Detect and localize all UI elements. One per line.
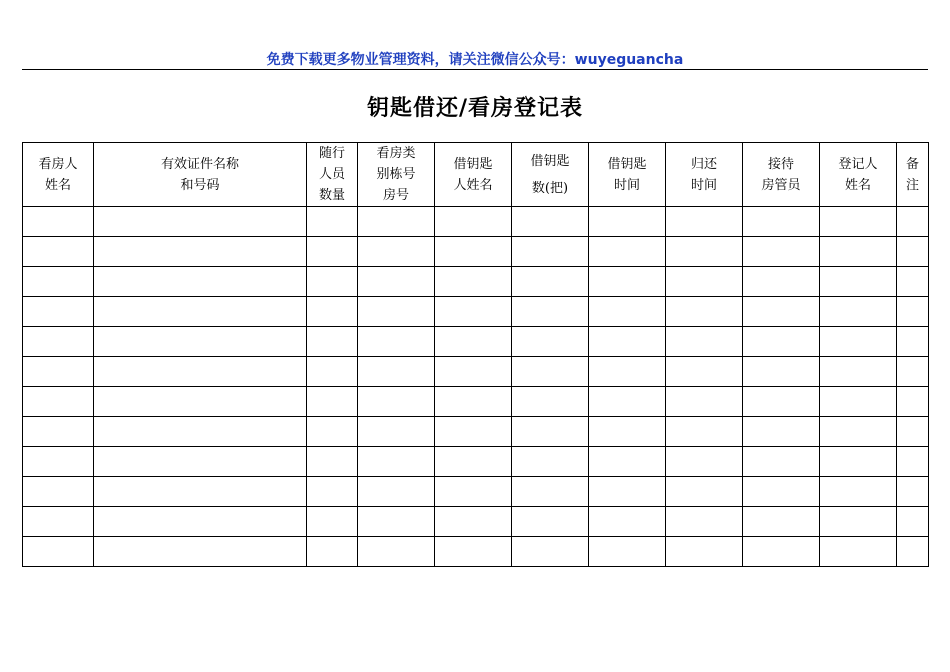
table-cell-id-doc: [94, 237, 307, 267]
table-cell-key-count: [512, 297, 589, 327]
header-line: 借钥匙: [530, 153, 570, 169]
header-line: 有效证件名称: [160, 156, 239, 172]
table-cell-borrow-time: [589, 357, 666, 387]
header-line: 归还: [690, 156, 717, 172]
header-line: 数量: [318, 188, 345, 203]
header-line: 房管员: [761, 177, 801, 193]
header-line: 时间: [690, 177, 717, 193]
table-cell-companions: [307, 207, 358, 237]
header-line: 别栋号: [376, 167, 416, 182]
table-cell-key-count: [512, 207, 589, 237]
header-line: 随行: [318, 146, 345, 161]
table-cell-key-count: [512, 327, 589, 357]
column-header-remarks: [897, 143, 929, 207]
table-cell-borrow-time: [589, 267, 666, 297]
table-cell-remarks: [897, 507, 929, 537]
table-cell-house-type: [358, 237, 435, 267]
table-cell-receiving-manager: [743, 357, 820, 387]
table-cell-borrow-time: [589, 297, 666, 327]
column-header-borrow-time: [589, 143, 666, 207]
table-cell-companions: [307, 507, 358, 537]
table-cell-key-count: [512, 387, 589, 417]
table-cell-receiving-manager: [743, 327, 820, 357]
table-cell-house-type: [358, 357, 435, 387]
table-cell-id-doc: [94, 357, 307, 387]
table-row: [23, 417, 929, 447]
table-cell-house-type: [358, 207, 435, 237]
table-cell-remarks: [897, 477, 929, 507]
table-cell-viewer-name: [23, 237, 94, 267]
table-cell-viewer-name: [23, 537, 94, 567]
table-cell-registrar-name: [820, 507, 897, 537]
table-cell-borrow-time: [589, 417, 666, 447]
table-cell-receiving-manager: [743, 267, 820, 297]
table-cell-house-type: [358, 477, 435, 507]
table-cell-companions: [307, 387, 358, 417]
table-cell-borrower-name: [435, 537, 512, 567]
table-cell-registrar-name: [820, 477, 897, 507]
header-line: 人员: [318, 167, 345, 182]
column-header-house-type: [358, 143, 435, 207]
table-cell-companions: [307, 417, 358, 447]
table-cell-id-doc: [94, 447, 307, 477]
table-cell-borrow-time: [589, 327, 666, 357]
table-cell-receiving-manager: [743, 537, 820, 567]
table-cell-remarks: [897, 207, 929, 237]
table-cell-id-doc: [94, 387, 307, 417]
table-cell-borrower-name: [435, 237, 512, 267]
header-banner: 免费下载更多物业管理资料，请关注微信公众号：wuyeguancha: [266, 52, 684, 68]
table-cell-key-count: [512, 267, 589, 297]
table-cell-viewer-name: [23, 327, 94, 357]
table-cell-key-count: [512, 357, 589, 387]
table-cell-receiving-manager: [743, 207, 820, 237]
header-line: 姓名: [44, 177, 71, 193]
column-header-return-time: [666, 143, 743, 207]
table-cell-return-time: [666, 327, 743, 357]
table-cell-companions: [307, 327, 358, 357]
table-cell-id-doc: [94, 327, 307, 357]
table-cell-borrower-name: [435, 507, 512, 537]
header-line: 房号: [382, 188, 409, 203]
table-header-row: [23, 143, 929, 207]
table-cell-viewer-name: [23, 417, 94, 447]
table-cell-receiving-manager: [743, 477, 820, 507]
table-cell-remarks: [897, 537, 929, 567]
table-cell-borrower-name: [435, 267, 512, 297]
table-cell-companions: [307, 537, 358, 567]
table-cell-borrow-time: [589, 507, 666, 537]
header-line: 注: [905, 177, 919, 193]
header-line: 时间: [613, 177, 640, 193]
table-cell-id-doc: [94, 537, 307, 567]
table-cell-remarks: [897, 387, 929, 417]
table-cell-companions: [307, 357, 358, 387]
table-cell-id-doc: [94, 417, 307, 447]
table-cell-key-count: [512, 417, 589, 447]
table-cell-borrow-time: [589, 207, 666, 237]
column-header-key-count: [512, 143, 589, 207]
table-row: [23, 477, 929, 507]
table-cell-registrar-name: [820, 207, 897, 237]
table-cell-registrar-name: [820, 327, 897, 357]
table-cell-house-type: [358, 297, 435, 327]
table-cell-viewer-name: [23, 207, 94, 237]
header-line: 姓名: [844, 177, 871, 193]
table-cell-registrar-name: [820, 387, 897, 417]
document-title: 钥匙借还/看房登记表: [366, 96, 584, 121]
table-row: [23, 327, 929, 357]
table-cell-viewer-name: [23, 387, 94, 417]
table-row: [23, 507, 929, 537]
table-cell-companions: [307, 267, 358, 297]
table-cell-borrower-name: [435, 477, 512, 507]
table-cell-house-type: [358, 387, 435, 417]
table-cell-receiving-manager: [743, 297, 820, 327]
table-cell-companions: [307, 297, 358, 327]
header-line: 借钥匙: [607, 156, 647, 172]
table-cell-borrow-time: [589, 237, 666, 267]
table-body: [23, 207, 929, 567]
header-line: 数(把): [531, 180, 569, 196]
table-cell-remarks: [897, 267, 929, 297]
table-cell-key-count: [512, 237, 589, 267]
column-header-borrower-name: [435, 143, 512, 207]
table-cell-return-time: [666, 507, 743, 537]
table-cell-key-count: [512, 477, 589, 507]
table-row: [23, 297, 929, 327]
table-cell-id-doc: [94, 477, 307, 507]
table-cell-borrower-name: [435, 357, 512, 387]
header-line: 备: [905, 156, 919, 172]
table-cell-borrower-name: [435, 327, 512, 357]
table-cell-borrower-name: [435, 387, 512, 417]
table-cell-return-time: [666, 537, 743, 567]
table-cell-registrar-name: [820, 237, 897, 267]
table-cell-house-type: [358, 327, 435, 357]
table-cell-companions: [307, 477, 358, 507]
table-cell-remarks: [897, 327, 929, 357]
table-cell-return-time: [666, 357, 743, 387]
table-cell-return-time: [666, 447, 743, 477]
table-cell-key-count: [512, 537, 589, 567]
column-header-id-doc: [94, 143, 307, 207]
table-cell-companions: [307, 237, 358, 267]
table-cell-receiving-manager: [743, 507, 820, 537]
column-header-registrar-name: [820, 143, 897, 207]
table-cell-house-type: [358, 507, 435, 537]
table-row: [23, 267, 929, 297]
table-row: [23, 207, 929, 237]
table-cell-borrower-name: [435, 447, 512, 477]
table-cell-borrower-name: [435, 297, 512, 327]
table-cell-remarks: [897, 237, 929, 267]
table-cell-return-time: [666, 297, 743, 327]
table-cell-id-doc: [94, 297, 307, 327]
table-cell-return-time: [666, 387, 743, 417]
table-cell-viewer-name: [23, 447, 94, 477]
table-cell-borrower-name: [435, 417, 512, 447]
header-line: 接待: [767, 156, 794, 172]
table-cell-registrar-name: [820, 267, 897, 297]
table-cell-registrar-name: [820, 537, 897, 567]
header-line: 看房类: [376, 146, 416, 161]
table-cell-borrow-time: [589, 477, 666, 507]
column-header-receiving-manager: [743, 143, 820, 207]
table-cell-return-time: [666, 267, 743, 297]
table-cell-id-doc: [94, 207, 307, 237]
table-cell-borrow-time: [589, 447, 666, 477]
table-cell-viewer-name: [23, 507, 94, 537]
table-cell-receiving-manager: [743, 237, 820, 267]
table-cell-return-time: [666, 417, 743, 447]
header-divider: [22, 69, 928, 70]
table-cell-viewer-name: [23, 297, 94, 327]
table-cell-house-type: [358, 417, 435, 447]
table-cell-remarks: [897, 417, 929, 447]
table-row: [23, 537, 929, 567]
column-header-viewer-name: [23, 143, 94, 207]
table-cell-remarks: [897, 357, 929, 387]
table-row: [23, 387, 929, 417]
table-cell-remarks: [897, 297, 929, 327]
table-row: [23, 237, 929, 267]
table-cell-borrow-time: [589, 537, 666, 567]
table-cell-key-count: [512, 507, 589, 537]
header-line: 和号码: [180, 177, 220, 193]
table-cell-borrow-time: [589, 387, 666, 417]
table-cell-house-type: [358, 537, 435, 567]
header-line: 借钥匙: [453, 156, 493, 172]
table-cell-viewer-name: [23, 477, 94, 507]
table-cell-house-type: [358, 267, 435, 297]
table-cell-return-time: [666, 237, 743, 267]
table-cell-return-time: [666, 477, 743, 507]
table-cell-house-type: [358, 447, 435, 477]
table-cell-receiving-manager: [743, 447, 820, 477]
table-row: [23, 357, 929, 387]
table-cell-borrower-name: [435, 207, 512, 237]
table-cell-companions: [307, 447, 358, 477]
header-line: 登记人: [838, 156, 878, 172]
table-cell-registrar-name: [820, 417, 897, 447]
key-register-table: [22, 142, 929, 567]
column-header-companions: [307, 143, 358, 207]
table-cell-remarks: [897, 447, 929, 477]
table-cell-id-doc: [94, 507, 307, 537]
table-cell-registrar-name: [820, 297, 897, 327]
header-line: 看房人: [38, 156, 78, 172]
table-cell-viewer-name: [23, 357, 94, 387]
table-row: [23, 447, 929, 477]
table-cell-return-time: [666, 207, 743, 237]
table-cell-registrar-name: [820, 447, 897, 477]
table-cell-receiving-manager: [743, 417, 820, 447]
table-cell-key-count: [512, 447, 589, 477]
table-cell-viewer-name: [23, 267, 94, 297]
table-cell-receiving-manager: [743, 387, 820, 417]
table-cell-registrar-name: [820, 357, 897, 387]
header-line: 人姓名: [453, 177, 493, 193]
table-cell-id-doc: [94, 267, 307, 297]
